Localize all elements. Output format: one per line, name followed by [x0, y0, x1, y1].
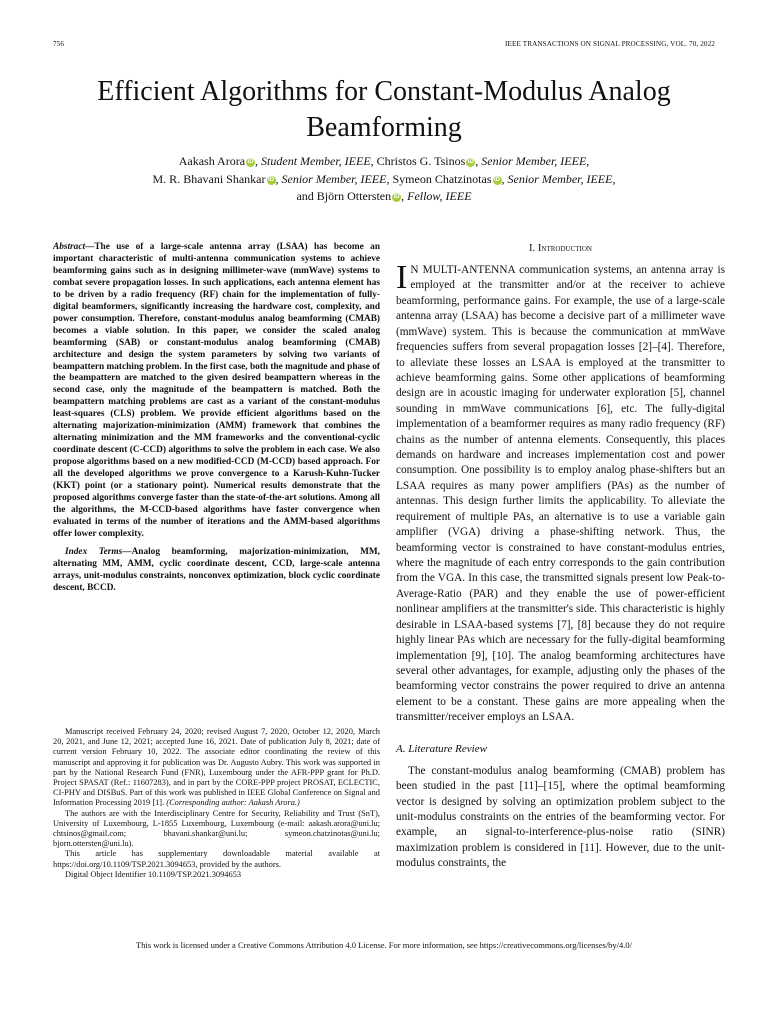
journal-header: IEEE TRANSACTIONS ON SIGNAL PROCESSING, VOL. 70, 2022 — [504, 40, 715, 48]
footnote-affiliation: The authors are with the Interdisciplinary Centre for Security, Reliability and Trust (SnT), University of Luxembourg, L-1855 Luxembourg, Luxembourg (e-mail: aakash.arora@uni.lu; chtsinos@gmail.com; bhavani.shankar@uni.lu; symeon.chatzinotas@uni.lu; bjorn.ottersten@uni.lu). — [53, 808, 380, 849]
corresponding-author: (Corresponding author: Aakash Arora.) — [166, 798, 300, 808]
footnotes — [53, 727, 380, 880]
author-name: Symeon Chatzinotas — [392, 171, 492, 186]
author-name: Björn Ottersten — [316, 189, 392, 203]
abstract-lead: Abstract — [53, 242, 86, 252]
author-name: Christos G. Tsinos — [376, 154, 466, 168]
index-terms-text: —Analog beamforming, majorization-minimization, MM, alternating MM, AMM, cyclic coordinate descent, CCD, large-scale antenna arrays, unit-modulus constraints, nonconvex optimization, block cyclic coordinate descent, BCCD. — [53, 546, 380, 593]
author-role: Senior Member, IEEE — [507, 171, 613, 186]
drop-cap: I — [396, 259, 408, 296]
subsection-heading: A. Literature Review — [396, 742, 487, 755]
page-number: 756 — [53, 40, 65, 48]
left-column — [53, 242, 380, 595]
author-name: Aakash Arora — [178, 154, 246, 168]
author-conjunction: and — [296, 189, 314, 203]
orcid-icon[interactable]: iD — [268, 176, 275, 183]
footnote-manuscript-text: Manuscript received February 24, 2020; revised August 7, 2020, October 12, 2020, March 20, 2021, and June 12, 2021; accepted June 16, 2021. Date of publication July 8, 2021; date of current version February 10, 2022. The associate editor coordinating the review of this manuscript and approving it for publication was Dr. Augusto Aubry. This work was supported in part by the National Research Fund (FNR), Luxembourg under the AFR-PPP grant for Ph.D. Project SPASAT (Ref.: 11607283), and in part by the CORE-PPP project PROSAT, ECLECTIC, CI-PHY and DISBuS. Part of this work was published in IEEE Global Conference on Signal and Information Processing 2019 [1]. — [53, 727, 380, 808]
section-heading-introduction — [396, 242, 725, 256]
intro-paragraph-text: N MULTI-ANTENNA communication systems, an antenna array is employed at the transmitter and/or at the receiver to achieve beamforming, performance gains. For example, the use of a large-scale antenna array (LSAA) has become a decisive part of a millimeter wave (mmWave) system. This is because the communication at mmWave frequencies suffers from several propagation losses [2]–[4]. Therefore, to alleviate these losses an LSAA is employed at the transmitter to achieve beamforming gains. Some other applications of beamforming design are in acoustic imaging for underwater exploration [5], channel sounding in mmWave communications [6], etc. The fully-digital implementation of a beamformer requires as many radio frequency (RF) chains as the number of antenna elements. Consequently, this places demands on hardware and increases implementation cost and power consumption. One possibility is to employ analog phase-shifters but an LSAA requires as many power amplifiers (PAs) as the number of antennas. This design further limits the applicability. To alleviate the requirement of multiple PAs, an alternative is to use a variable gain amplifier (VGA) driving a phase-shifting network. Thus, the beamforming vector is constrained to have constant-modulus entries, where the magnitude of each entry corresponds to the gain contribution from the VGA. In this case, the transmitted signals present low Peak-to-Average-Ratio (PAR) and they enable the use of power-efficient nonlinear amplifiers at the transmitter's side. This characteristic is highly desirable in LSAA-based systems [7], [8] because they do not require highly linear PAs which are necessary for the fully-digital beamforming implementation [9], [10]. The analog beamforming architectures have several other advantages, for example, adjusting only the phases of the beamforming vector constrains the power required to drive an antenna element to be a constant. These gains are more appealing when the transmitter/receiver employs an LSAA. — [396, 264, 725, 724]
footnote-manuscript — [53, 727, 380, 809]
right-column — [396, 242, 725, 872]
literature-paragraph: The constant-modulus analog beamforming (CMAB) problem has been studied in the past [11]–[15], where the optimal beamforming vector is designed by solving an optimization problem subject to the unit-modulus constraints on the entries of the beamforming vector. For example, an signal-to-interference-plus-noise ratio (SINR) maximization problem is considered in [11]. However, due to the unit-modulus constraints, the — [396, 764, 725, 870]
section-title: Introduction — [537, 243, 592, 254]
author-name: M. R. Bhavani Shankar — [152, 171, 266, 186]
author-role: Senior Member, IEEE — [281, 171, 387, 186]
intro-paragraph — [396, 259, 725, 726]
footnote-doi: Digital Object Identifier 10.1109/TSP.2021.3094653 — [65, 869, 242, 879]
author-list: Aakash Arora iD , Student Member, IEEE, Christos G. Tsinos iD , Senior Member, IEEE, M. R. Bhavani Shankar iD , Senior Member, IEEE, Symeon Chatzinotas iD , Senior Member, IEEE, and Björn Ottersten iD , Fellow, IEEE — [152, 154, 616, 203]
orcid-icon[interactable]: iD — [247, 159, 254, 165]
license-notice: This work is licensed under a Creative Commons Attribution 4.0 License. For more information, see https://creativecommons.org/licenses/by/4.0/ — [135, 940, 633, 950]
orcid-icon[interactable]: iD — [393, 194, 400, 200]
index-terms-lead: Index Terms — [65, 546, 123, 557]
abstract-text: —The use of a large-scale antenna array (LSAA) has become an important characteristic of multi-antenna communication systems to achieve beamforming gains such as in designing millimeter-wave (mmWave) systems to combat severe propagation losses. In such applications, each antenna element has to be driven by a radio frequency (RF) chain for the implementation of fully-digital beamformers, significantly increasing the hardware cost, complexity, and power consumption. Therefore, constant-modulus analog beamforming (CMAB) becomes a viable solution. In this paper, we consider the scaled analog beamforming (SAB) or constant-modulus analog beamforming (CMAB) architecture and design the system parameters by solving two variants of beampattern matching problem. In the first case, both the magnitude and phase of the beampattern are matched to the given desired beampattern whereas in the second case, only the magnitude of the beampattern is matched. Both the beampattern matching problems are cast as a variant of the constant-modulus least-squares (CLS) problem. We provide efficient algorithms based on the alternating majorization-minimization (AMM) framework that combines the alternating minimization and the MM frameworks and the conventional-cyclic coordinate descent (C-CCD) algorithms to solve the problem in each case. We also propose algorithms based on a new modified-CCD (M-CCD) based approach. For all the developed algorithms we prove convergence to a Karush-Kuhn-Tucker (KKT) point (or a stationary point). Numerical results demonstrate that the proposed algorithms converge faster than the state-of-the-art solutions. Among all the algorithms, the M-CCD-based algorithms have faster convergence when evaluated in terms of the number of iterations and the AMM-based algorithms offer lower complexity. — [53, 242, 380, 539]
orcid-icon[interactable]: iD — [494, 176, 500, 183]
author-role: Senior Member, IEEE — [481, 154, 587, 168]
index-terms — [53, 547, 380, 595]
section-number: I. — [529, 243, 536, 254]
footnote-supplementary: This article has supplementary downloadable material available at https://doi.org/10.1109/TSP.2021.3094653, provided by the authors. — [53, 849, 380, 869]
abstract — [53, 242, 380, 541]
paper-title: Efficient Algorithms for Constant-Modulus Analog Beamforming — [97, 76, 671, 143]
author-role: Fellow, IEEE — [407, 189, 472, 203]
author-role: Student Member, IEEE — [261, 154, 371, 168]
orcid-icon[interactable]: iD — [467, 159, 474, 165]
